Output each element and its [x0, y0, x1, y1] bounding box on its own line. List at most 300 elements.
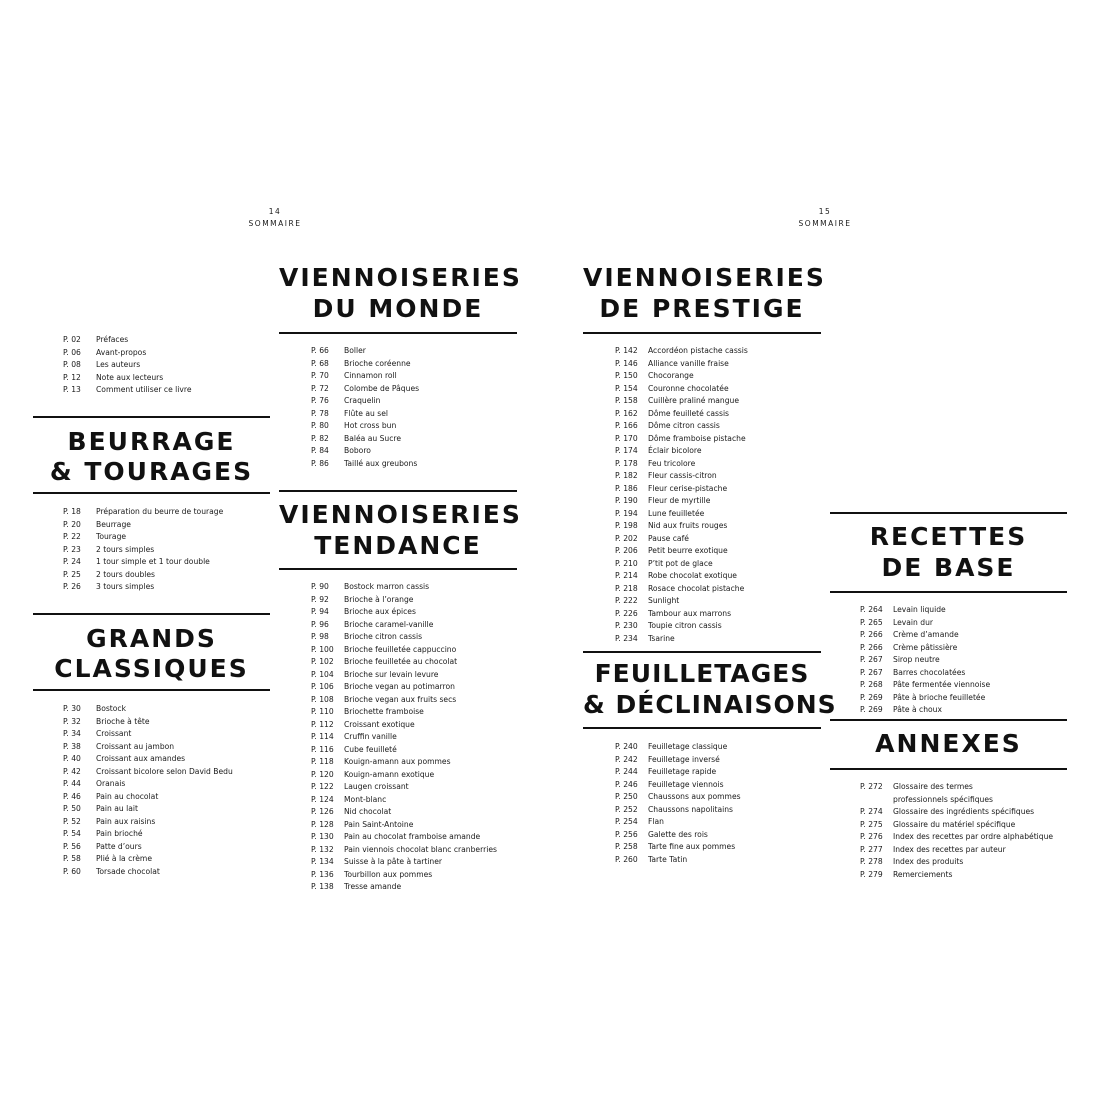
toc-entry: [311, 408, 517, 421]
toc-entry: [860, 679, 1067, 692]
toc-entry-label: Briochette framboise: [344, 707, 424, 716]
toc-entry: [63, 816, 270, 829]
toc-entry: [860, 781, 1067, 794]
toc-entry-label: Croissant au jambon: [96, 741, 175, 751]
toc-entry-label: Brioche coréenne: [344, 358, 411, 368]
toc-entry: [615, 445, 821, 458]
toc-page-number: P. 34: [63, 729, 81, 738]
toc-entry: [615, 533, 821, 546]
toc-entry-label: Bostock marron cassis: [344, 582, 430, 591]
toc-entry-label: Lune feuilletée: [648, 508, 705, 518]
toc-entry: [615, 791, 821, 804]
toc-entry: [860, 819, 1067, 832]
toc-entry-label: Sunlight: [648, 596, 680, 605]
toc-entry: [63, 544, 270, 557]
toc-page-number: P. 50: [63, 804, 81, 813]
toc-entry-label: Pain au chocolat: [96, 791, 159, 801]
toc-entry-label: Glossaire des termes: [893, 782, 973, 791]
toc-entry-label: Tambour aux marrons: [648, 608, 732, 618]
toc-entry-label: Cuillère praliné mangue: [648, 396, 740, 405]
toc-page-number: P. 84: [311, 446, 329, 455]
toc-entry-label: Fleur de myrtille: [648, 496, 711, 505]
toc-entry: [311, 719, 517, 732]
toc-entry: [63, 556, 270, 569]
toc-entry: [860, 831, 1067, 844]
toc-page-number: P. 186: [615, 483, 638, 493]
toc-entry: [63, 778, 270, 791]
toc-page-number: P. 260: [615, 854, 638, 864]
toc-entry-label: Index des recettes par auteur: [893, 844, 1006, 854]
toc-entry: [311, 819, 517, 832]
toc-entry: [311, 619, 517, 632]
toc-page-number: P. 38: [63, 741, 81, 751]
toc-page-number: P. 226: [615, 608, 638, 618]
toc-page-number: P. 76: [311, 396, 329, 405]
toc-page-number: P. 56: [63, 841, 81, 851]
toc-entry: [860, 667, 1067, 680]
toc-entry: [615, 358, 821, 371]
toc-page-number: P. 52: [63, 816, 81, 826]
toc-entry-label: Feuilletage inversé: [648, 754, 720, 764]
toc-page-number: P. 110: [311, 707, 334, 716]
toc-page-number: P. 102: [311, 657, 334, 666]
toc-entry: [615, 458, 821, 471]
toc-entry-label: Pain brioché: [96, 829, 143, 838]
toc-entry: [311, 656, 517, 669]
title-line: DE BASE: [881, 553, 1016, 582]
toc-entry: [311, 881, 517, 894]
toc-entry-label: Laugen croissant: [344, 782, 409, 791]
toc-entry-label: Pain aux raisins: [96, 816, 156, 826]
toc-entry-label: Pain au lait: [96, 804, 138, 813]
toc-entry-label: Fleur cerise-pistache: [648, 483, 728, 493]
section-title: [279, 255, 522, 332]
toc-entry-label: P’tit pot de glace: [648, 558, 713, 568]
toc-entry-label: Colombe de Pâques: [344, 383, 420, 393]
toc-entry-label: Tarte fine aux pommes: [648, 842, 736, 851]
toc-entry-label: Rosace chocolat pistache: [648, 583, 745, 593]
section-items: [63, 506, 270, 594]
toc-entry: [615, 470, 821, 483]
left-page-title: SOMMAIRE: [248, 219, 302, 228]
section-items: [63, 703, 270, 878]
toc-page-number: P. 242: [615, 754, 638, 764]
toc-entry: [615, 508, 821, 521]
toc-page-number: P. 265: [860, 617, 883, 627]
toc-entry-label: Nid aux fruits rouges: [648, 521, 728, 530]
toc-page-number: P. 118: [311, 757, 334, 766]
toc-entry: [860, 617, 1067, 630]
toc-entry-label: Remerciements: [893, 869, 953, 879]
toc-page-number: P. 58: [63, 854, 81, 863]
toc-page-number: P. 80: [311, 421, 329, 430]
toc-entry-label: Pain Saint-Antoine: [344, 819, 414, 829]
toc-entry-label: Bostock: [96, 704, 127, 713]
left-page-header: [245, 206, 305, 230]
toc-entry-label: Comment utiliser ce livre: [96, 385, 192, 394]
toc-entry-label: Brioche caramel-vanille: [344, 619, 434, 629]
toc-page-number: P. 244: [615, 767, 638, 776]
toc-entry-label: Suisse à la pâte à tartiner: [344, 857, 443, 866]
toc-page-number: P. 279: [860, 869, 883, 879]
toc-page-number: P. 194: [615, 508, 638, 518]
toc-entry: [311, 594, 517, 607]
toc-entry: [63, 766, 270, 779]
toc-entry-label: Pâte à brioche feuilletée: [893, 692, 986, 702]
toc-page-number: P. 268: [860, 680, 883, 689]
toc-entry-label: Pause café: [648, 533, 689, 543]
toc-entry: [860, 654, 1067, 667]
toc-entry-label: Boller: [344, 346, 366, 355]
toc-entry-label: Brioche à l’orange: [344, 594, 414, 604]
toc-page-number: P. 72: [311, 383, 329, 393]
section-title: [33, 615, 270, 689]
toc-entry-label: Barres chocolatées: [893, 667, 966, 677]
toc-page-number: P. 174: [615, 446, 638, 455]
section-title: [830, 514, 1067, 591]
toc-page-number: P. 24: [63, 557, 81, 566]
toc-entry: [860, 604, 1067, 617]
toc-entry-label: 2 tours doubles: [96, 569, 156, 579]
toc-entry: [63, 741, 270, 754]
toc-page-number: P. 114: [311, 732, 334, 741]
toc-entry-label: Cruffin vanille: [344, 732, 397, 741]
toc-page-number: P. 234: [615, 633, 638, 643]
toc-entry: [615, 779, 821, 792]
toc-page-number: P. 150: [615, 371, 638, 380]
toc-page-number: P. 264: [860, 605, 883, 614]
toc-entry: [63, 866, 270, 879]
toc-page-number: P. 218: [615, 583, 638, 593]
toc-entry-label: Feu tricolore: [648, 458, 696, 468]
toc-entry-label: Brioche vegan au potimarron: [344, 682, 455, 691]
toc-page-number: P. 269: [860, 705, 883, 714]
toc-page-number: P. 278: [860, 857, 883, 866]
toc-entry: [615, 829, 821, 842]
section-items: [311, 345, 517, 470]
toc-page-number: P. 108: [311, 694, 334, 704]
toc-page-number: P. 222: [615, 596, 638, 605]
toc-entry-label: Torsade chocolat: [96, 866, 160, 876]
toc-entry: [615, 766, 821, 779]
toc-entry: [63, 347, 192, 360]
toc-entry: [63, 791, 270, 804]
title-line: VIENNOISERIES: [279, 500, 522, 529]
right-page-title: SOMMAIRE: [798, 219, 852, 228]
toc-entry-label: Glossaire du matériel spécifique: [893, 819, 1016, 829]
title-line: & DÉCLINAISONS: [583, 690, 837, 719]
toc-page-number: P. 240: [615, 742, 638, 751]
section-du-monde: [279, 255, 522, 470]
toc-page-number: P. 277: [860, 844, 883, 854]
toc-entry-label: Flûte au sel: [344, 408, 388, 418]
toc-entry: [311, 681, 517, 694]
toc-entry-label: Sirop neutre: [893, 655, 940, 664]
toc-entry: [615, 854, 821, 867]
toc-entry: [615, 741, 821, 754]
toc-entry-label: Oranais: [96, 779, 126, 788]
toc-page-number: P. 246: [615, 779, 638, 789]
toc-page-number: P. 44: [63, 779, 81, 788]
toc-entry: [311, 433, 517, 446]
toc-page-number: P. 178: [615, 458, 638, 468]
toc-entry-label: Kouign-amann aux pommes: [344, 757, 451, 766]
toc-page-number: P. 25: [63, 569, 81, 579]
toc-entry-label: Brioche feuilletée au chocolat: [344, 657, 458, 666]
title-line: TENDANCE: [314, 531, 482, 560]
toc-page-number: P. 275: [860, 819, 883, 829]
toc-entry-label: Tsarine: [648, 633, 675, 643]
toc-page-number: [860, 794, 893, 807]
toc-entry: [311, 669, 517, 682]
toc-entry-label: Brioche sur levain levure: [344, 669, 439, 679]
toc-page-number: P. 86: [311, 458, 329, 468]
toc-entry-label: Croissant exotique: [344, 719, 415, 729]
toc-entry: [311, 844, 517, 857]
toc-entry-label: Préparation du beurre de tourage: [96, 507, 224, 516]
toc-entry: [311, 358, 517, 371]
toc-entry: [311, 420, 517, 433]
toc-entry-label: Tarte Tatin: [648, 854, 688, 864]
toc-entry: [860, 856, 1067, 869]
toc-page-number: P. 54: [63, 829, 81, 838]
toc-page-number: P. 32: [63, 716, 81, 726]
toc-page-number: P. 12: [63, 372, 81, 382]
toc-entry: [615, 583, 821, 596]
section-grands-classiques: [33, 613, 270, 878]
toc-entry-label: Taillé aux greubons: [344, 458, 418, 468]
toc-entry-label: Pain viennois chocolat blanc cranberries: [344, 844, 497, 854]
toc-entry-label: Hot cross bun: [344, 421, 397, 430]
toc-entry: [860, 806, 1067, 819]
toc-entry-label: Couronne chocolatée: [648, 383, 729, 393]
toc-page-number: P. 182: [615, 471, 638, 480]
toc-entry: [615, 545, 821, 558]
toc-page-number: P. 60: [63, 866, 81, 876]
toc-entry: [311, 806, 517, 819]
toc-entry-label: Cube feuilleté: [344, 744, 397, 754]
title-line: CLASSIQUES: [54, 654, 249, 683]
section-recettes-de-base: [830, 512, 1067, 717]
toc-entry: [63, 841, 270, 854]
toc-page-number: P. 142: [615, 346, 638, 355]
toc-entry-label: Baléa au Sucre: [344, 433, 402, 443]
toc-page-number: P. 170: [615, 433, 638, 443]
toc-entry-label: Alliance vanille fraise: [648, 358, 729, 368]
toc-page-number: P. 66: [311, 346, 329, 355]
toc-page-number: P. 267: [860, 655, 883, 664]
section-items: [615, 741, 821, 866]
toc-entry-label: 3 tours simples: [96, 582, 155, 591]
section-items: [311, 581, 517, 894]
toc-page-number: P. 252: [615, 804, 638, 814]
toc-entry: [311, 345, 517, 358]
toc-page-number: P. 112: [311, 719, 334, 729]
toc-page-number: P. 120: [311, 769, 334, 779]
toc-entry: [615, 383, 821, 396]
toc-entry-label: Brioche à tête: [96, 716, 150, 726]
section-title: [33, 418, 270, 492]
section-tendance: [279, 490, 522, 894]
toc-entry-label: Patte d’ours: [96, 841, 142, 851]
toc-entry-label: Tresse amande: [344, 882, 402, 891]
toc-page-number: P. 134: [311, 857, 334, 866]
intro-list: [63, 334, 192, 397]
toc-entry-label: Éclair bicolore: [648, 446, 702, 455]
toc-page-number: P. 272: [860, 782, 883, 791]
toc-entry: [311, 631, 517, 644]
toc-entry-label: Petit beurre exotique: [648, 546, 728, 555]
toc-page-number: P. 126: [311, 807, 334, 816]
toc-entry: [311, 744, 517, 757]
toc-entry-label: Mont-blanc: [344, 794, 387, 804]
toc-entry: [615, 433, 821, 446]
title-line: GRANDS: [86, 624, 217, 653]
toc-entry-label: Brioche aux épices: [344, 607, 416, 616]
toc-entry: [63, 359, 192, 372]
title-line: DU MONDE: [312, 294, 484, 323]
toc-entry: [311, 869, 517, 882]
toc-page-number: P. 276: [860, 832, 883, 841]
title-line: VIENNOISERIES: [583, 263, 826, 292]
toc-entry: [311, 856, 517, 869]
toc-page-number: P. 162: [615, 408, 638, 418]
toc-entry: [311, 706, 517, 719]
toc-entry: [615, 595, 821, 608]
toc-page-number: P. 198: [615, 521, 638, 530]
toc-entry-label: Toupie citron cassis: [648, 621, 722, 630]
left-page-number: 14: [268, 207, 282, 216]
toc-page-number: P. 130: [311, 832, 334, 841]
toc-entry: [615, 570, 821, 583]
toc-entry: [63, 581, 270, 594]
toc-entry: [63, 828, 270, 841]
toc-entry: [615, 841, 821, 854]
toc-entry: [63, 519, 270, 532]
toc-page-number: P. 274: [860, 807, 883, 816]
toc-page-number: P. 90: [311, 582, 329, 591]
toc-entry-label: Pâte fermentée viennoise: [893, 680, 991, 689]
toc-entry: [615, 633, 821, 646]
toc-page-number: P. 250: [615, 792, 638, 801]
toc-entry-label: Glossaire des ingrédients spécifiques: [893, 807, 1035, 816]
toc-page-number: P. 128: [311, 819, 334, 829]
section-annexes: [830, 719, 1067, 881]
toc-entry: [615, 754, 821, 767]
toc-entry: [860, 869, 1067, 882]
toc-entry-label: Accordéon pistache cassis: [648, 346, 748, 355]
toc-entry: [615, 420, 821, 433]
toc-entry: [311, 731, 517, 744]
toc-page-number: P. 266: [860, 630, 883, 639]
toc-page-number: P. 132: [311, 844, 334, 854]
toc-entry: [860, 692, 1067, 705]
toc-page-number: P. 136: [311, 869, 334, 879]
toc-entry: [860, 794, 1067, 807]
toc-entry-label: Dôme framboise pistache: [648, 433, 746, 443]
toc-entry: [311, 794, 517, 807]
toc-entry-label: Beurrage: [96, 519, 131, 529]
toc-entry: [63, 384, 192, 397]
toc-entry-label: Boboro: [344, 446, 371, 455]
section-items: [860, 781, 1067, 881]
toc-entry-label: Nid chocolat: [344, 807, 392, 816]
toc-entry: [615, 804, 821, 817]
toc-entry-label: Craquelin: [344, 396, 381, 405]
toc-page-number: P. 02: [63, 335, 81, 344]
toc-page-number: P. 254: [615, 817, 638, 826]
toc-entry: [63, 853, 270, 866]
toc-entry: [311, 383, 517, 396]
toc-page-number: P. 104: [311, 669, 334, 679]
section-title: [830, 721, 1067, 768]
toc-entry: [311, 769, 517, 782]
toc-entry-label: Avant-propos: [96, 347, 147, 357]
toc-entry-label: Levain liquide: [893, 605, 946, 614]
toc-entry-label: 2 tours simples: [96, 544, 155, 554]
toc-entry-label: Cinnamon roll: [344, 371, 397, 380]
toc-page-number: P. 46: [63, 791, 81, 801]
toc-entry-label: Chocorange: [648, 371, 694, 380]
toc-page-number: P. 190: [615, 496, 638, 505]
toc-page-number: P. 08: [63, 360, 81, 369]
toc-page-number: P. 256: [615, 829, 638, 839]
toc-entry-label: Robe chocolat exotique: [648, 571, 737, 580]
title-line: & TOURAGES: [49, 457, 254, 486]
toc-entry-label: Feuilletage classique: [648, 742, 728, 751]
toc-entry: [63, 753, 270, 766]
section-prestige: [583, 255, 826, 645]
toc-entry: [860, 629, 1067, 642]
section-title: [583, 653, 837, 727]
section-beurrage: [33, 416, 270, 594]
section-items: [860, 604, 1067, 717]
toc-entry-label: Dôme citron cassis: [648, 421, 720, 430]
toc-page-number: P. 116: [311, 744, 334, 754]
toc-entry-label: Feuilletage rapide: [648, 767, 717, 776]
toc-page-number: P. 94: [311, 607, 329, 616]
section-items: [615, 345, 821, 645]
toc-page-number: P. 146: [615, 358, 638, 368]
toc-page-number: P. 68: [311, 358, 329, 368]
toc-entry: [615, 495, 821, 508]
toc-entry-label: Croissant bicolore selon David Bedu: [96, 766, 233, 776]
toc-entry: [615, 816, 821, 829]
toc-page-number: P. 138: [311, 882, 334, 891]
toc-page-number: P. 154: [615, 383, 638, 393]
toc-page-number: P. 23: [63, 544, 81, 554]
toc-entry: [311, 581, 517, 594]
toc-page-number: P. 40: [63, 754, 81, 763]
toc-page-number: P. 166: [615, 421, 638, 430]
toc-page-number: P. 26: [63, 582, 81, 591]
title-line: BEURRAGE: [67, 427, 236, 456]
toc-entry: [311, 458, 517, 471]
toc-page-number: P. 214: [615, 571, 638, 580]
toc-entry-label: Pâte à choux: [893, 705, 942, 714]
toc-page-number: P. 124: [311, 794, 334, 804]
toc-entry-label: Croissant aux amandes: [96, 754, 186, 763]
toc-entry: [615, 370, 821, 383]
toc-entry-label: Tourbillon aux pommes: [344, 869, 433, 879]
toc-page-number: P. 267: [860, 667, 883, 677]
toc-entry: [860, 642, 1067, 655]
toc-page-number: P. 122: [311, 782, 334, 791]
toc-page-number: P. 96: [311, 619, 329, 629]
toc-entry: [311, 606, 517, 619]
toc-entry: [311, 644, 517, 657]
toc-entry-label: Feuilletage viennois: [648, 779, 724, 789]
